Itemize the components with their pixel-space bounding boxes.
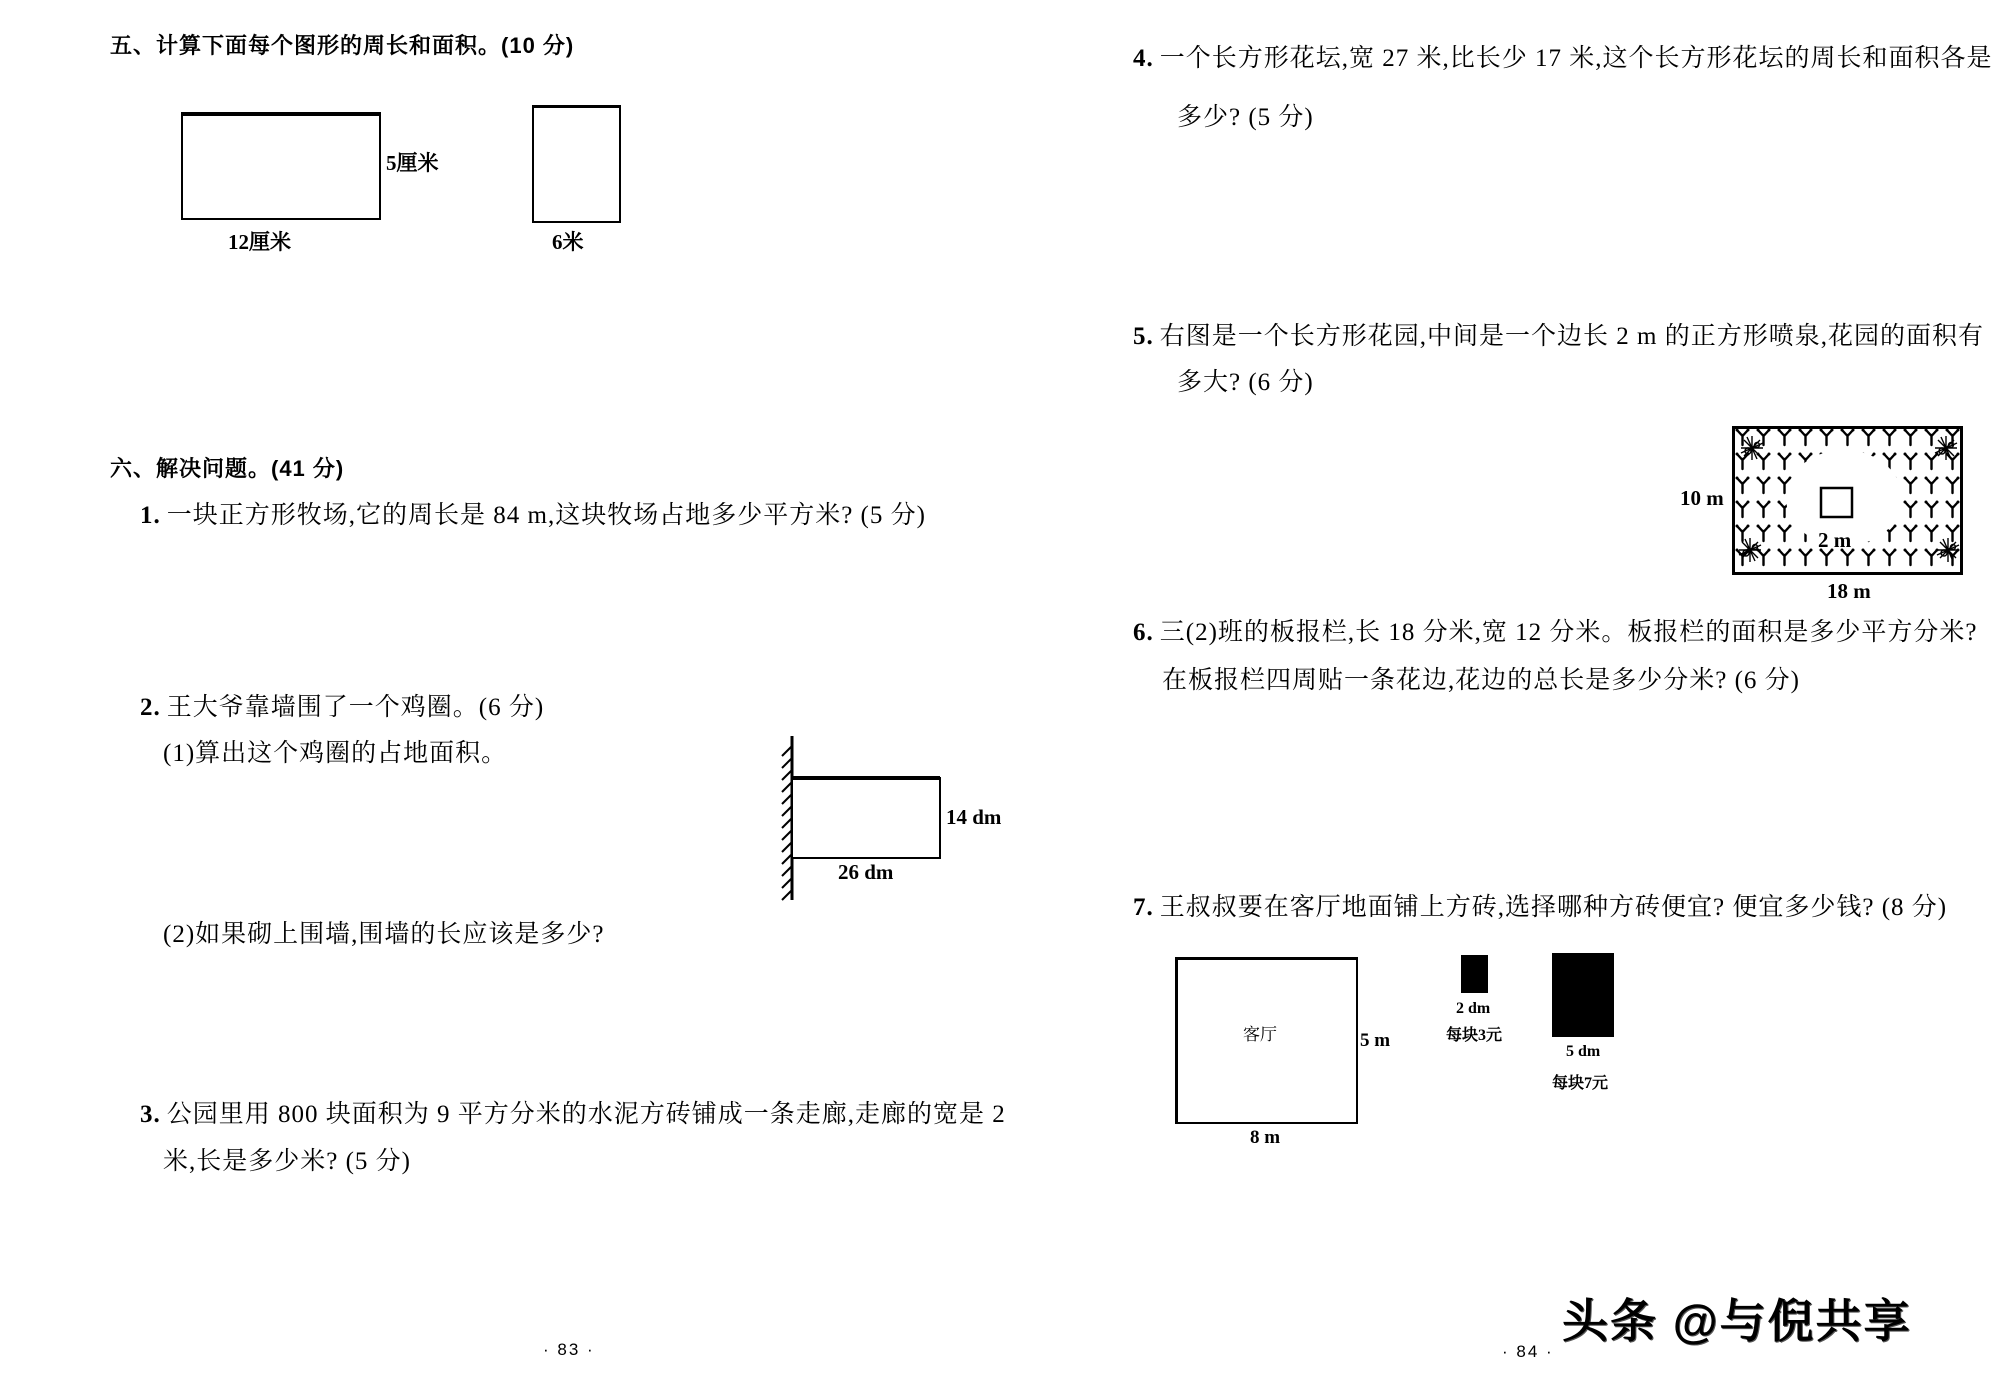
coop-rectangle [792,778,940,858]
section-5-heading: 五、计算下面每个图形的周长和面积。(10 分) [110,33,575,58]
question-2 [140,693,544,723]
question-3 [140,1100,1006,1130]
question-6-line1: 三(2)班的板报栏,长 18 分米,宽 12 分米。板报栏的面积是多少平方分米? [1159,619,1978,646]
question-1 [140,501,926,531]
garden-width-label: 18 m [1827,579,1871,603]
question-4-number: 4. [1133,45,1154,72]
question-2-number: 2. [140,694,161,721]
question-5-line1: 右图是一个长方形花园,中间是一个边长 2 m 的正方形喷泉,花园的面积有 [1159,323,1984,350]
coop-height-label: 14 dm [946,805,1002,829]
wall-hatching [782,736,792,900]
question-2-text: 王大爷靠墙围了一个鸡圈。(6 分) [166,694,545,721]
large-tile-size-label: 5 dm [1566,1043,1601,1060]
square-side-label: 6米 [552,230,584,254]
small-tile [1461,955,1488,993]
question-2-sub1: (1)算出这个鸡圈的占地面积。 [163,740,508,767]
section-6-heading: 六、解决问题。(41 分) [110,456,345,481]
question-3-line2: 米,长是多少米? (5 分) [163,1148,411,1175]
question-5-number: 5. [1133,323,1154,350]
question-7 [1133,893,1947,923]
room-width-label: 8 m [1250,1127,1281,1148]
question-3-line1: 公园里用 800 块面积为 9 平方分米的水泥方砖铺成一条走廊,走廊的宽是 2 [166,1101,1006,1128]
square-figure [532,105,621,223]
question-6 [1133,618,1978,648]
fountain-side-label: 2 m [1818,528,1852,552]
question-2-sub2: (2)如果砌上围墙,围墙的长应该是多少? [163,921,605,948]
question-6-line2: 在板报栏四周贴一条花边,花边的总长是多少分米? (6 分) [1162,667,1800,694]
rectangle-height-label: 5厘米 [386,151,439,175]
question-6-number: 6. [1133,619,1154,646]
rectangle-figure [181,112,381,220]
question-3-number: 3. [140,1101,161,1128]
question-4 [1133,44,1993,74]
fountain-square [1821,488,1852,517]
question-7-text: 王叔叔要在客厅地面铺上方砖,选择哪种方砖便宜? 便宜多少钱? (8 分) [1159,894,1948,921]
question-7-number: 7. [1133,894,1154,921]
living-room-label: 客厅 [1243,1025,1277,1044]
page-number-left: · 83 · [543,1340,595,1359]
question-1-text: 一块正方形牧场,它的周长是 84 m,这块牧场占地多少平方米? (5 分) [166,502,926,529]
question-1-number: 1. [140,502,161,529]
question-5 [1133,322,1984,352]
question-4-line2: 多少? (5 分) [1177,104,1314,131]
large-tile [1552,953,1614,1037]
coop-width-label: 26 dm [838,860,894,884]
question-4-line1: 一个长方形花坛,宽 27 米,比长少 17 米,这个长方形花坛的周长和面积各是 [1159,45,1993,72]
question-5-line2: 多大? (6 分) [1177,369,1314,396]
rectangle-width-label: 12厘米 [228,230,291,254]
room-height-label: 5 m [1360,1030,1391,1051]
large-tile-price-label: 每块7元 [1552,1075,1609,1092]
watermark: 头条 @与倪共享 [1562,1295,1912,1347]
page-number-right: · 84 · [1502,1342,1554,1361]
garden-height-label: 10 m [1680,486,1724,510]
small-tile-size-label: 2 dm [1456,1000,1491,1017]
small-tile-price-label: 每块3元 [1446,1027,1503,1044]
